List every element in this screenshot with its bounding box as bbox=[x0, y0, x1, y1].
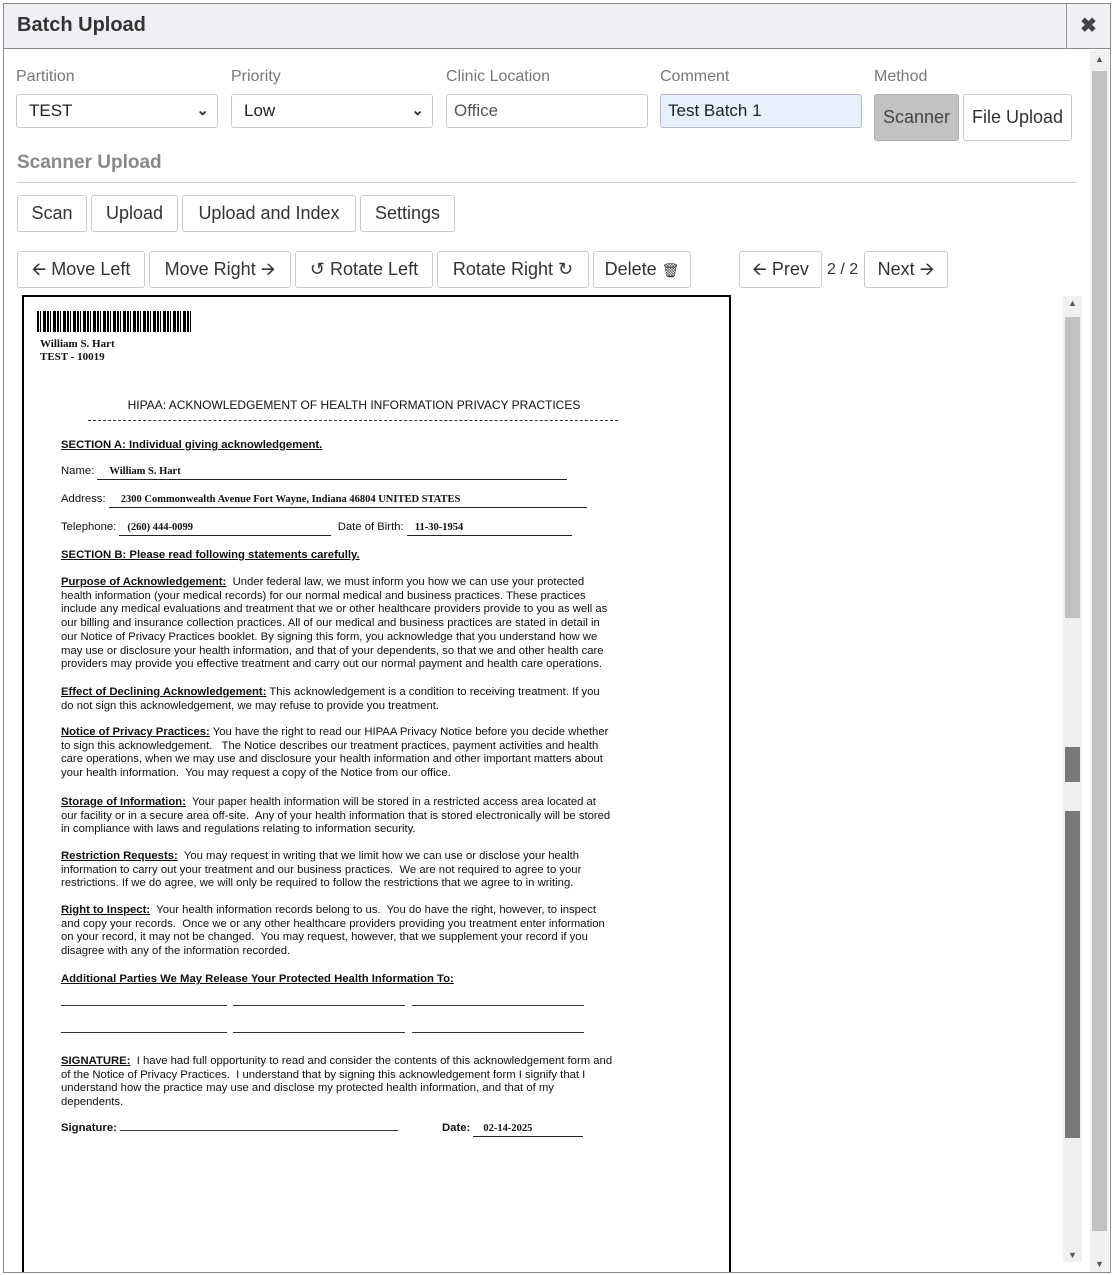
telephone-label: Telephone: bbox=[61, 521, 117, 533]
address-value: 2300 Commonwealth Avenue Fort Wayne, Indiana 46804 UNITED STATES bbox=[109, 493, 587, 508]
paragraph-line bbox=[61, 1096, 612, 1110]
delete-label: Delete bbox=[604, 259, 657, 279]
scanned-document-preview bbox=[22, 295, 731, 1273]
paragraph-line bbox=[61, 796, 610, 810]
dob-label: Date of Birth: bbox=[337, 521, 404, 533]
method-file-upload-button[interactable]: File Upload bbox=[963, 94, 1072, 141]
rotate-right-icon: ↻ bbox=[557, 259, 574, 279]
section-b-heading: SECTION B: Please read following statements carefully. bbox=[61, 549, 360, 561]
signature-paragraph bbox=[61, 1055, 612, 1110]
partition-value: TEST bbox=[29, 101, 73, 120]
address-label: Address: bbox=[61, 493, 106, 505]
paragraph-text: understand how the practice may use and disclose my protected health information, and that of my bbox=[61, 1082, 554, 1095]
paragraph-heading: Notice of Privacy Practices: bbox=[61, 726, 210, 738]
paragraph-line bbox=[61, 945, 605, 959]
method-scanner-button[interactable]: Scanner bbox=[874, 94, 959, 141]
name-value: William S. Hart bbox=[97, 465, 567, 480]
paragraph-text: our Notice of Privacy Practices booklet. By signing this form, you acknowledge that you understand how we bbox=[61, 630, 598, 643]
paragraph-line bbox=[61, 576, 607, 590]
paragraph-line bbox=[61, 823, 610, 837]
doc-paragraph bbox=[61, 726, 608, 781]
scroll-down-icon[interactable]: ▼ bbox=[1095, 1259, 1104, 1269]
paragraph-text: Your health information records belong to us. You do have the right, however, to inspect bbox=[150, 904, 597, 916]
move-left-button[interactable] bbox=[17, 251, 145, 288]
next-label: Next bbox=[877, 259, 915, 279]
settings-button[interactable]: Settings bbox=[360, 195, 455, 232]
doc-paragraph bbox=[61, 904, 605, 959]
doc-paragraph bbox=[61, 576, 607, 672]
paragraph-text: This acknowledgement is a condition to receiving treatment. If you bbox=[266, 686, 600, 698]
paragraph-text: your health information. You may request a copy of the Notice from our office. bbox=[61, 767, 451, 780]
partition-label: Partition bbox=[16, 68, 75, 85]
batch-upload-dialog bbox=[3, 3, 1111, 1273]
comment-label: Comment bbox=[660, 68, 730, 85]
paragraph-line bbox=[61, 658, 607, 672]
paragraph-heading: Effect of Declining Acknowledgement: bbox=[61, 686, 267, 698]
paragraph-heading: Storage of Information: bbox=[61, 796, 186, 808]
trash-icon: 🗑 bbox=[661, 262, 680, 278]
arrow-left-icon: 🡨 bbox=[31, 259, 47, 279]
paragraph-heading: Right to Inspect: bbox=[61, 904, 151, 916]
paragraph-text: of the Notice of Privacy Practices. I understand that by signing this acknowledgement form I signify that I bbox=[61, 1068, 586, 1081]
paragraph-text: in compliance with laws and regulations relating to information security. bbox=[61, 823, 416, 836]
priority-value: Low bbox=[244, 101, 276, 120]
signature-date-value: 02-14-2025 bbox=[473, 1122, 583, 1137]
paragraph-line bbox=[61, 740, 608, 754]
comment-input[interactable]: Test Batch 1 bbox=[660, 94, 862, 128]
paragraph-text: disagree with any of the information recorded. bbox=[61, 945, 291, 958]
paragraph-text: providers may provide you effective treatment and carry out our normal payment and health care operations. bbox=[61, 658, 603, 671]
rotate-left-button[interactable] bbox=[295, 251, 433, 288]
paragraph-text: care operations, when we may use and disclosure your health information and other important matters about bbox=[61, 753, 603, 766]
paragraph-text: You have the right to read our HIPAA Privacy Notice before you decide whether bbox=[209, 726, 609, 738]
paragraph-line bbox=[61, 810, 610, 824]
scroll-up-icon[interactable]: ▲ bbox=[1068, 298, 1077, 308]
dialog-scrollbar-thumb[interactable] bbox=[1092, 71, 1107, 1231]
paragraph-line bbox=[61, 1082, 612, 1096]
page-indicator: 2 / 2 bbox=[827, 261, 859, 278]
upload-and-index-button[interactable]: Upload and Index bbox=[182, 195, 356, 232]
dialog-title: Batch Upload bbox=[17, 14, 146, 36]
paragraph-text: do not sign this acknowledgement, we may refuse to provide you treatment. bbox=[61, 699, 440, 712]
doc-title: HIPAA: ACKNOWLEDGEMENT OF HEALTH INFORMATION PRIVACY PRACTICES bbox=[127, 398, 581, 412]
upload-button[interactable]: Upload bbox=[91, 195, 178, 232]
paragraph-line bbox=[61, 767, 608, 781]
scroll-up-icon[interactable]: ▲ bbox=[1095, 54, 1104, 64]
doc-paragraph bbox=[61, 796, 610, 837]
paragraph-line bbox=[61, 904, 605, 918]
additional-parties-heading: Additional Parties We May Release Your Protected Health Information To: bbox=[61, 973, 454, 985]
dob-value: 11-30-1954 bbox=[407, 521, 572, 536]
doc-paragraph bbox=[61, 686, 600, 713]
paragraph-text: You may request in writing that we limit how we can use or disclose your health bbox=[177, 850, 580, 862]
paragraph-text: and copy your records. Once we or any other healthcare providers providing you treatment enter information bbox=[61, 917, 605, 930]
paragraph-line bbox=[61, 850, 581, 864]
arrow-right-icon: 🡪 bbox=[919, 259, 935, 279]
blank-lines bbox=[61, 997, 584, 1011]
paragraph-line bbox=[61, 686, 600, 700]
prev-button[interactable] bbox=[739, 251, 822, 288]
preview-scrollbar-marker bbox=[1065, 811, 1080, 1138]
paragraph-text: restrictions. If we do agree, we will only be required to follow the restrictions that we agree to in writing. bbox=[61, 877, 574, 890]
dialog-scrollbar[interactable] bbox=[1090, 50, 1109, 1272]
paragraph-heading: Purpose of Acknowledgement: bbox=[61, 576, 227, 588]
paragraph-line bbox=[61, 726, 608, 740]
paragraph-text: Your paper health information will be stored in a restricted access area located at bbox=[185, 796, 596, 808]
arrow-left-icon: 🡨 bbox=[752, 259, 767, 279]
dialog-titlebar bbox=[4, 4, 1110, 49]
chevron-down-icon: ⌄ bbox=[411, 102, 424, 119]
scan-button[interactable]: Scan bbox=[17, 195, 87, 232]
paragraph-line bbox=[61, 603, 607, 617]
paragraph-line bbox=[61, 1069, 612, 1083]
preview-scrollbar-thumb[interactable] bbox=[1065, 317, 1080, 618]
rotate-left-label: Rotate Left bbox=[330, 259, 419, 279]
chevron-down-icon: ⌄ bbox=[196, 102, 209, 119]
paragraph-text: may use or disclosure your health information, and that of your dependents, so that we and other health care bbox=[61, 644, 604, 657]
clinic-location-label: Clinic Location bbox=[446, 68, 551, 85]
paragraph-line bbox=[61, 617, 607, 631]
doc-rule bbox=[88, 420, 618, 421]
barcode-image bbox=[37, 311, 191, 332]
move-right-label: Move Right bbox=[164, 259, 256, 279]
prev-label: Prev bbox=[771, 259, 809, 279]
next-button[interactable] bbox=[864, 251, 948, 288]
paragraph-line bbox=[61, 631, 607, 645]
rotate-right-label: Rotate Right bbox=[452, 259, 553, 279]
paragraph-line bbox=[61, 1055, 612, 1069]
paragraph-line bbox=[61, 645, 607, 659]
paragraph-text: include any medical evaluations and treatment that we or other healthcare providers provide to you as well as bbox=[61, 603, 608, 616]
signature-label: Signature: bbox=[61, 1122, 117, 1134]
doc-patient-name: William S. Hart bbox=[40, 338, 115, 350]
paragraph-text: dependents. bbox=[61, 1096, 124, 1109]
clinic-location-input[interactable]: Office bbox=[446, 94, 648, 128]
section-a-heading: SECTION A: Individual giving acknowledgement. bbox=[61, 439, 323, 451]
rotate-right-button[interactable] bbox=[437, 251, 589, 288]
paragraph-text: information to carry out your treatment and our business practices. We are not required to agree to your bbox=[61, 863, 582, 876]
paragraph-text: health information (your medical records) for our normal medical and business practices. These practices bbox=[61, 589, 586, 602]
paragraph-line bbox=[61, 877, 581, 891]
arrow-right-icon: 🡪 bbox=[260, 259, 276, 279]
paragraph-line bbox=[61, 590, 607, 604]
method-label: Method bbox=[874, 68, 928, 85]
paragraph-text: Under federal law, we must inform you how we can use your protected bbox=[226, 576, 585, 588]
scanner-upload-title: Scanner Upload bbox=[17, 152, 162, 173]
paragraph-heading: Restriction Requests: bbox=[61, 850, 178, 862]
paragraph-text: our facility or in a secure area off-site. Any of your health information that is stored electronically will be stored bbox=[61, 809, 611, 822]
paragraph-text: our billing and insurance collection practices. All of our medical and business practices are stated in detail in bbox=[61, 617, 600, 630]
preview-scrollbar-marker bbox=[1065, 747, 1080, 782]
priority-label: Priority bbox=[231, 68, 281, 85]
divider bbox=[17, 182, 1077, 183]
scroll-down-icon[interactable]: ▼ bbox=[1068, 1250, 1077, 1260]
blank-lines bbox=[61, 1024, 584, 1038]
paragraph-text: to sign this acknowledgement. The Notice describes our treatment practices, payment activities and health bbox=[61, 739, 599, 752]
delete-button[interactable] bbox=[593, 251, 691, 288]
paragraph-line bbox=[61, 700, 600, 714]
paragraph-heading: SIGNATURE: bbox=[61, 1055, 131, 1067]
paragraph-text: I have had full opportunity to read and consider the contents of this acknowledgement form and bbox=[130, 1055, 613, 1067]
partition-select[interactable] bbox=[16, 94, 218, 128]
name-label: Name: bbox=[61, 465, 95, 477]
paragraph-line bbox=[61, 864, 581, 878]
move-left-label: Move Left bbox=[51, 259, 131, 279]
paragraph-line bbox=[61, 931, 605, 945]
paragraph-text: on your record, it may not be changed. You may request, however, that we supplement your record if you bbox=[61, 931, 588, 944]
priority-select[interactable] bbox=[231, 94, 433, 128]
paragraph-line bbox=[61, 918, 605, 932]
doc-paragraph bbox=[61, 850, 581, 891]
paragraph-line bbox=[61, 753, 608, 767]
preview-scrollbar[interactable] bbox=[1063, 296, 1082, 1262]
rotate-left-icon: ↺ bbox=[309, 259, 325, 279]
date-label: Date: bbox=[442, 1122, 471, 1134]
close-icon[interactable]: ✖ bbox=[1066, 4, 1110, 49]
move-right-button[interactable] bbox=[149, 251, 291, 288]
telephone-value: (260) 444-0099 bbox=[119, 521, 331, 536]
doc-patient-id: TEST - 10019 bbox=[40, 351, 105, 363]
